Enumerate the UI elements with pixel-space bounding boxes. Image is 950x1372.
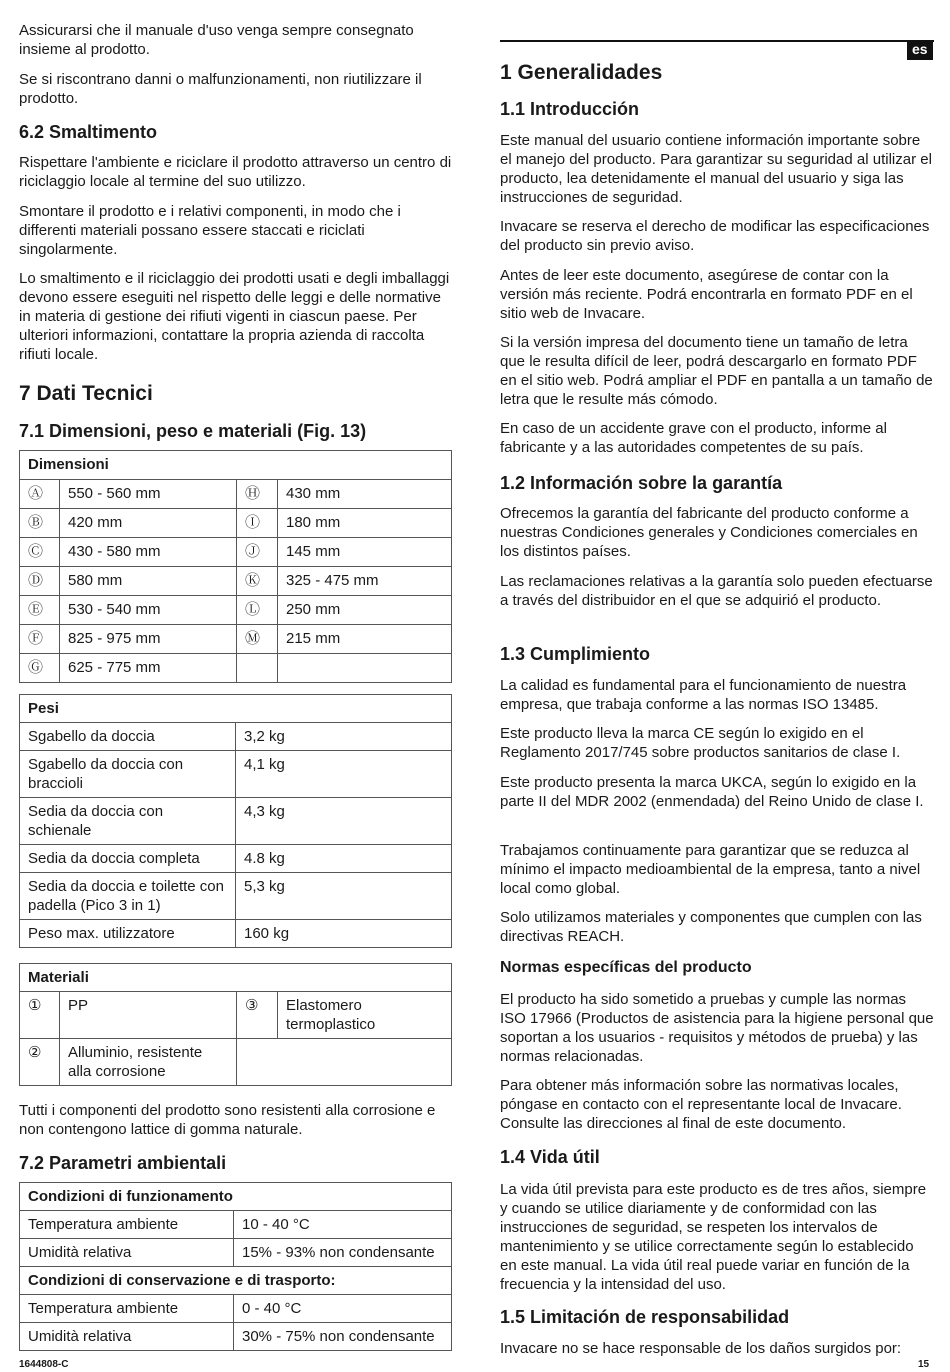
section-1-2-title: 1.2 Información sobre la garantía (500, 473, 783, 493)
table-row (20, 751, 452, 798)
dim-value: 580 mm (60, 567, 237, 596)
weight-value: 4,1 kg (236, 751, 452, 798)
intro-para-2: Se si riscontrano danni o malfunzionamenti, non riutilizzare il prodotto. (19, 71, 422, 107)
s11-para-3: Antes de leer este documento, asegúrese de contar con la versión más reciente. Podrá encontrarla en formato PDF en el sitio web de Invacare. (500, 267, 913, 322)
section-1-4-title: 1.4 Vida útil (500, 1147, 600, 1167)
norms-para-2: Para obtener más información sobre las normativas locales, póngase en contacto con el representante local de Invacare. Consulte las direcciones al final de este documento. (500, 1077, 902, 1132)
section-7-2-title: 7.2 Parametri ambientali (19, 1153, 227, 1173)
table-row (20, 992, 452, 1039)
weight-label: Sedia da doccia con schienale (20, 798, 236, 845)
dim-letter: Ⓗ (237, 480, 278, 509)
dim-letter: Ⓚ (237, 567, 278, 596)
document-id: 1644808-C (19, 1359, 69, 1370)
dim-letter: Ⓕ (20, 625, 60, 654)
weight-label: Sedia da doccia completa (20, 845, 236, 873)
s13-para-3: Este producto presenta la marca UKCA, según lo exigido en la parte II del MDR 2002 (enmendada) del Reino Unido de clase I. (500, 774, 924, 810)
s11-para-5: En caso de un accidente grave con el producto, informe al fabricante y a las autoridades competentes de su país. (500, 420, 887, 456)
material-number: ③ (237, 992, 278, 1039)
dim-letter: Ⓒ (20, 538, 60, 567)
dim-letter: Ⓑ (20, 509, 60, 538)
dim-value: 530 - 540 mm (60, 596, 237, 625)
weight-label: Peso max. utilizzatore (20, 920, 236, 948)
product-norms-title: Normas específicas del producto (500, 959, 752, 976)
dim-value: 215 mm (278, 625, 452, 654)
s11-para-4: Si la versión impresa del documento tiene un tamaño de letra que le resulta difícil de leer, podrá descargarlo en formato PDF en el sitio web. Podrá ampliar el PDF en pantalla a un tamaño de letra que le resulte más cómodo. (500, 334, 933, 408)
dim-letter: Ⓜ (237, 625, 278, 654)
section-divider (500, 40, 934, 42)
dim-value: 430 mm (278, 480, 452, 509)
dim-value: 550 - 560 mm (60, 480, 237, 509)
table-row (20, 1211, 452, 1239)
dim-value: 420 mm (60, 509, 237, 538)
table-row (20, 845, 452, 873)
dim-value: 625 - 775 mm (60, 654, 237, 683)
materials-note: Tutti i componenti del prodotto sono resistenti alla corrosione e non contengono lattice di gomma naturale. (19, 1102, 436, 1138)
s62-para-1: Rispettare l'ambiente e riciclare il prodotto attraverso un centro di riciclaggio locale al termine del suo utilizzo. (19, 154, 452, 190)
s13-para-4: Trabajamos continuamente para garantizar que se reduzca al mínimo el impacto medioambiental de la empresa, tanto a nivel local como global. (500, 842, 921, 897)
dim-letter (237, 654, 278, 683)
weight-label: Sgabello da doccia con braccioli (20, 751, 236, 798)
section-1-title: 1 Generalidades (500, 61, 663, 84)
operating-conditions-header: Condizioni di funzionamento (20, 1183, 452, 1211)
s14-para: La vida útil prevista para este producto es de tres años, siempre y cuando se utilice diariamente y de conformidad con las instrucciones de seguridad, se respeten los intervalos de mantenimiento y se utilice correctamente según lo establecido en este manual. La vida útil real puede variar en función de la frecuencia y la intensidad del uso. (500, 1181, 927, 1293)
dim-value: 430 - 580 mm (60, 538, 237, 567)
material-number: ② (20, 1039, 60, 1086)
table-row (20, 1323, 452, 1351)
dim-letter: Ⓘ (237, 509, 278, 538)
table-row (20, 920, 452, 948)
material-number: ① (20, 992, 60, 1039)
weights-table (19, 694, 452, 948)
language-tab: es (907, 40, 933, 60)
table-row (20, 480, 452, 509)
materials-table (19, 963, 452, 1086)
env-label: Temperatura ambiente (20, 1211, 234, 1239)
dim-letter: Ⓓ (20, 567, 60, 596)
table-row (20, 654, 452, 683)
s11-para-2: Invacare se reserva el derecho de modificar las especificaciones del producto sin previo aviso. (500, 218, 930, 254)
dim-value: 250 mm (278, 596, 452, 625)
weights-header: Pesi (20, 695, 452, 723)
materials-header: Materiali (20, 964, 452, 992)
s12-para-2: Las reclamaciones relativas a la garantía solo pueden efectuarse a través del distribuidor en el que se adquirió el producto. (500, 573, 933, 609)
table-row (20, 1239, 452, 1267)
table-row (20, 596, 452, 625)
table-row (20, 873, 452, 920)
section-1-5-title: 1.5 Limitación de responsabilidad (500, 1307, 790, 1327)
storage-conditions-header: Condizioni di conservazione e di trasporto: (20, 1267, 452, 1295)
section-7-1-title: 7.1 Dimensioni, peso e materiali (Fig. 13) (19, 421, 367, 441)
env-label: Umidità relativa (20, 1323, 234, 1351)
weight-value: 4,3 kg (236, 798, 452, 845)
material-name: Alluminio, resistente alla corrosione (60, 1039, 237, 1086)
norms-para-1: El producto ha sido sometido a pruebas y cumple las normas ISO 17966 (Productos de asistencia para la higiene personal que soportan a los usuarios - requisitos y métodos de prueba) y las normas relacionadas. (500, 991, 934, 1065)
table-row (20, 567, 452, 596)
s13-para-1: La calidad es fundamental para el funcionamiento de nuestra empresa, que trabaja conforme a las normas ISO 13485. (500, 677, 907, 713)
page-number: 15 (918, 1359, 930, 1370)
section-1-1-title: 1.1 Introducción (500, 99, 640, 119)
env-value: 30% - 75% non condensante (234, 1323, 452, 1351)
env-value: 10 - 40 °C (234, 1211, 452, 1239)
dim-letter: Ⓔ (20, 596, 60, 625)
dim-value: 145 mm (278, 538, 452, 567)
weight-value: 160 kg (236, 920, 452, 948)
weight-label: Sgabello da doccia (20, 723, 236, 751)
env-label: Temperatura ambiente (20, 1295, 234, 1323)
env-label: Umidità relativa (20, 1239, 234, 1267)
material-empty (237, 1039, 452, 1086)
table-row (20, 509, 452, 538)
table-row (20, 625, 452, 654)
material-name: Elastomero termoplastico (278, 992, 452, 1039)
env-value: 15% - 93% non condensante (234, 1239, 452, 1267)
s15-para: Invacare no se hace responsable de los daños surgidos por: (500, 1340, 902, 1357)
section-1-3-title: 1.3 Cumplimiento (500, 644, 651, 664)
section-6-2-title: 6.2 Smaltimento (19, 122, 158, 142)
dim-value: 325 - 475 mm (278, 567, 452, 596)
env-value: 0 - 40 °C (234, 1295, 452, 1323)
s12-para-1: Ofrecemos la garantía del fabricante del producto conforme a nuestras Condiciones generales y Condiciones comerciales en los distintos países. (500, 505, 918, 560)
dimensions-header: Dimensioni (20, 451, 452, 480)
dim-value (278, 654, 452, 683)
dim-value: 825 - 975 mm (60, 625, 237, 654)
table-row (20, 1039, 452, 1086)
s13-para-5: Solo utilizamos materiales y componentes que cumplen con las directivas REACH. (500, 909, 922, 945)
s13-para-2: Este producto lleva la marca CE según lo exigido en el Reglamento 2017/745 sobre productos sanitarios de clase I. (500, 725, 901, 761)
table-row (20, 798, 452, 845)
weight-label: Sedia da doccia e toilette con padella (Pico 3 in 1) (20, 873, 236, 920)
weight-value: 4.8 kg (236, 845, 452, 873)
dimensions-table (19, 450, 452, 683)
dim-letter: Ⓖ (20, 654, 60, 683)
weight-value: 5,3 kg (236, 873, 452, 920)
material-name: PP (60, 992, 237, 1039)
s62-para-3: Lo smaltimento e il riciclaggio dei prodotti usati e degli imballaggi devono essere eseguiti nel rispetto delle leggi e delle normative in materia di gestione dei rifiuti vigenti in ciascun paese. Per ulteriori informazioni, contattare la propria azienda di raccolta rifiuti locale. (19, 270, 450, 363)
environment-table (19, 1182, 452, 1351)
dim-value: 180 mm (278, 509, 452, 538)
table-row (20, 723, 452, 751)
table-row (20, 538, 452, 567)
table-row (20, 1295, 452, 1323)
s62-para-2: Smontare il prodotto e i relativi componenti, in modo che i differenti materiali possano essere staccati e riciclati singolarmente. (19, 203, 401, 258)
dim-letter: Ⓙ (237, 538, 278, 567)
intro-para-1: Assicurarsi che il manuale d'uso venga sempre consegnato insieme al prodotto. (19, 22, 414, 58)
s11-para-1: Este manual del usuario contiene información importante sobre el manejo del producto. Para garantizar su seguridad al utilizar el producto, lea detenidamente el manual del usuario y siga las instrucciones de seguridad. (500, 132, 932, 206)
weight-value: 3,2 kg (236, 723, 452, 751)
dim-letter: Ⓐ (20, 480, 60, 509)
section-7-title: 7 Dati Tecnici (19, 382, 153, 405)
dim-letter: Ⓛ (237, 596, 278, 625)
